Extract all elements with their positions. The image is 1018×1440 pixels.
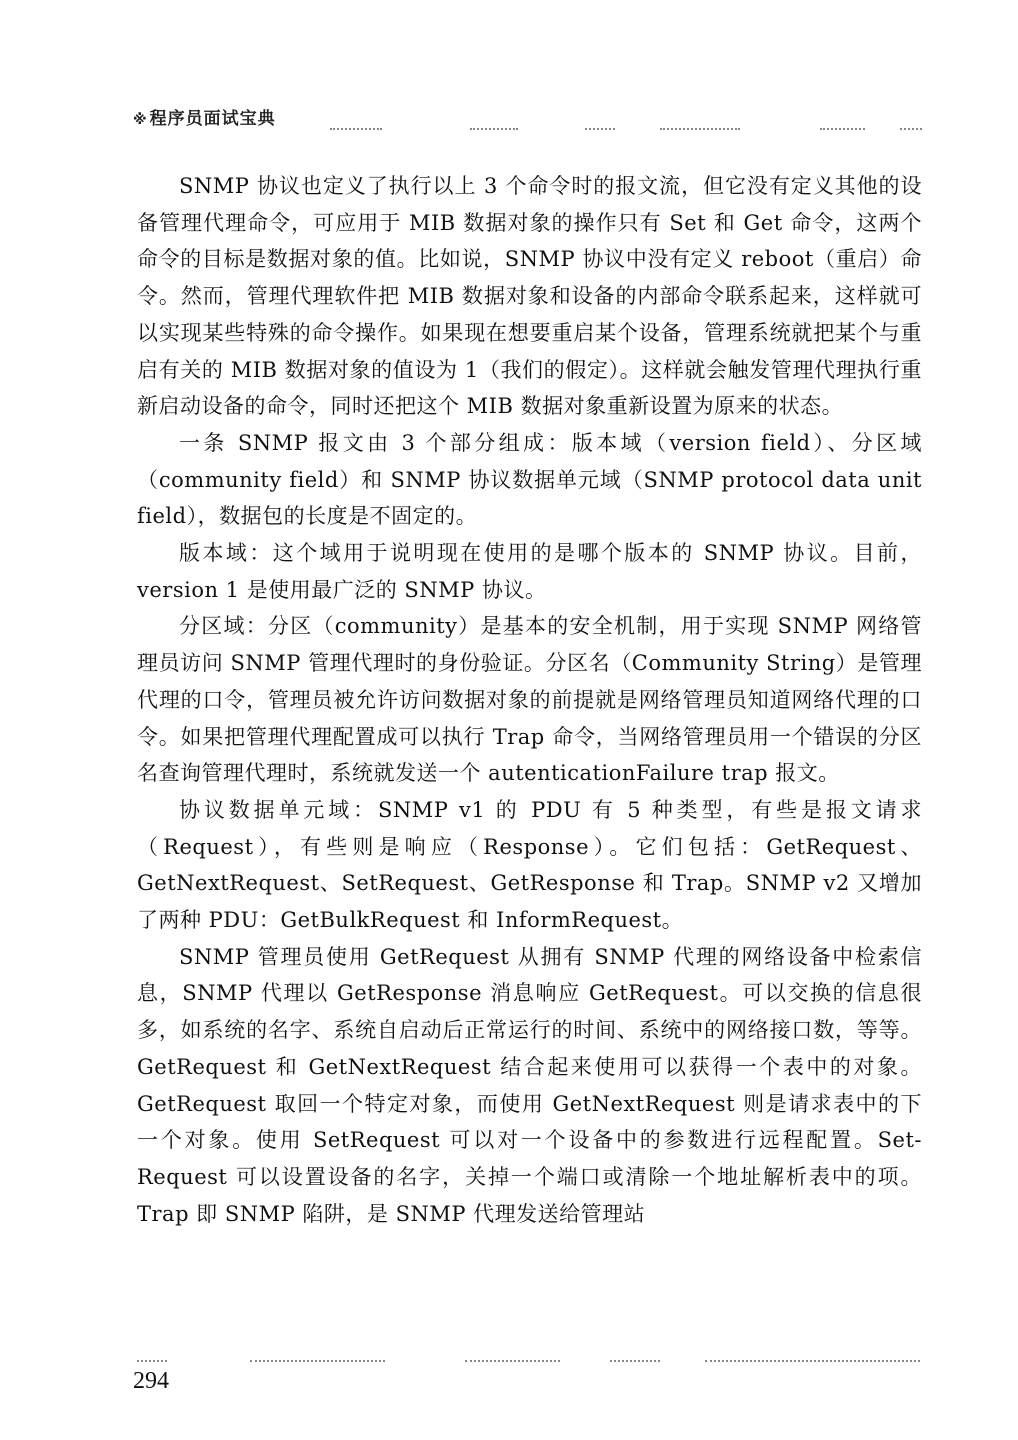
footer-rule-dots <box>465 1360 560 1362</box>
paragraph: 一条 SNMP 报文由 3 个部分组成：版本域（version field）、分区域（community field）和 SNMP 协议数据单元域（SNMP protocol data unit field），数据包的长度是不固定的。 <box>137 430 922 529</box>
running-header <box>133 104 276 129</box>
header-rule-dots <box>585 128 615 130</box>
header-rule-dots <box>470 128 518 130</box>
footer-rule-dots <box>137 1360 167 1362</box>
page-number: 294 <box>133 1368 169 1394</box>
header-rule-dots <box>900 128 922 130</box>
header-rule-dots <box>660 128 740 130</box>
paragraph: 协议数据单元域：SNMP v1 的 PDU 有 5 种类型，有些是报文请求（Request），有些则是响应（Response）。它们包括：GetRequest、GetNextRequest、SetRequest、GetResponse 和 Trap。SNMP v2 又增加了两种 PDU：GetBulkRequest 和 InformRequest。 <box>137 797 922 933</box>
paragraph: 版本域：这个域用于说明现在使用的是哪个版本的 SNMP 协议。目前，version 1 是使用最广泛的 SNMP 协议。 <box>137 541 922 602</box>
header-ornament-icon: ※ <box>133 112 148 128</box>
header-rule-dots <box>820 128 865 130</box>
paragraph: SNMP 协议也定义了执行以上 3 个命令时的报文流，但它没有定义其他的设备管理代理命令，可应用于 MIB 数据对象的操作只有 Set 和 Get 命令，这两个命令的目标是数据对象的值。比如说，SNMP 协议中没有定义 reboot（重启）命令。然而，管理代理软件把 MIB 数据对象和设备的内部命令联系起来，这样就可以实现某些特殊的命令操作。如果现在想要重启某个设备，管理系统就把某个与重启有关的 MIB 数据对象的值设为 1（我们的假定）。这样就会触发管理代理执行重新启动设备的命令，同时还把这个 MIB 数据对象重新设置为原来的状态。 <box>137 174 922 419</box>
footer-rule-dots <box>250 1360 385 1362</box>
book-title: 程序员面试宝典 <box>149 109 276 129</box>
paragraph: 分区域：分区（community）是基本的安全机制，用于实现 SNMP 网络管理员访问 SNMP 管理代理时的身份验证。分区名（Community String）是管理代理的口令，管理员被允许访问数据对象的前提就是网络管理员知道网络代理的口令。如果把管理代理配置成可以执行 Trap 命令，当网络管理员用一个错误的分区名查询管理代理时，系统就发送一个 autenticationFailure trap 报文。 <box>137 614 922 786</box>
paragraph: SNMP 管理员使用 GetRequest 从拥有 SNMP 代理的网络设备中检索信息，SNMP 代理以 GetResponse 消息响应 GetRequest。可以交换的信息很多，如系统的名字、系统自启动后正常运行的时间、系统中的网络接口数，等等。GetRequest 和 GetNextRequest 结合起来使用可以获得一个表中的对象。GetRequest 取回一个特定对象，而使用 GetNextRequest 则是请求表中的下一个对象。使用 SetRequest 可以对一个设备中的参数进行远程配置。Set-Request 可以设置设备的名字，关掉一个端口或清除一个地址解析表中的项。Trap 即 SNMP 陷阱，是 SNMP 代理发送给管理站 <box>137 944 922 1226</box>
footer-rule-dots <box>610 1360 660 1362</box>
footer-rule-dots <box>705 1360 920 1362</box>
body-text <box>137 168 922 1232</box>
header-rule-dots <box>330 128 382 130</box>
